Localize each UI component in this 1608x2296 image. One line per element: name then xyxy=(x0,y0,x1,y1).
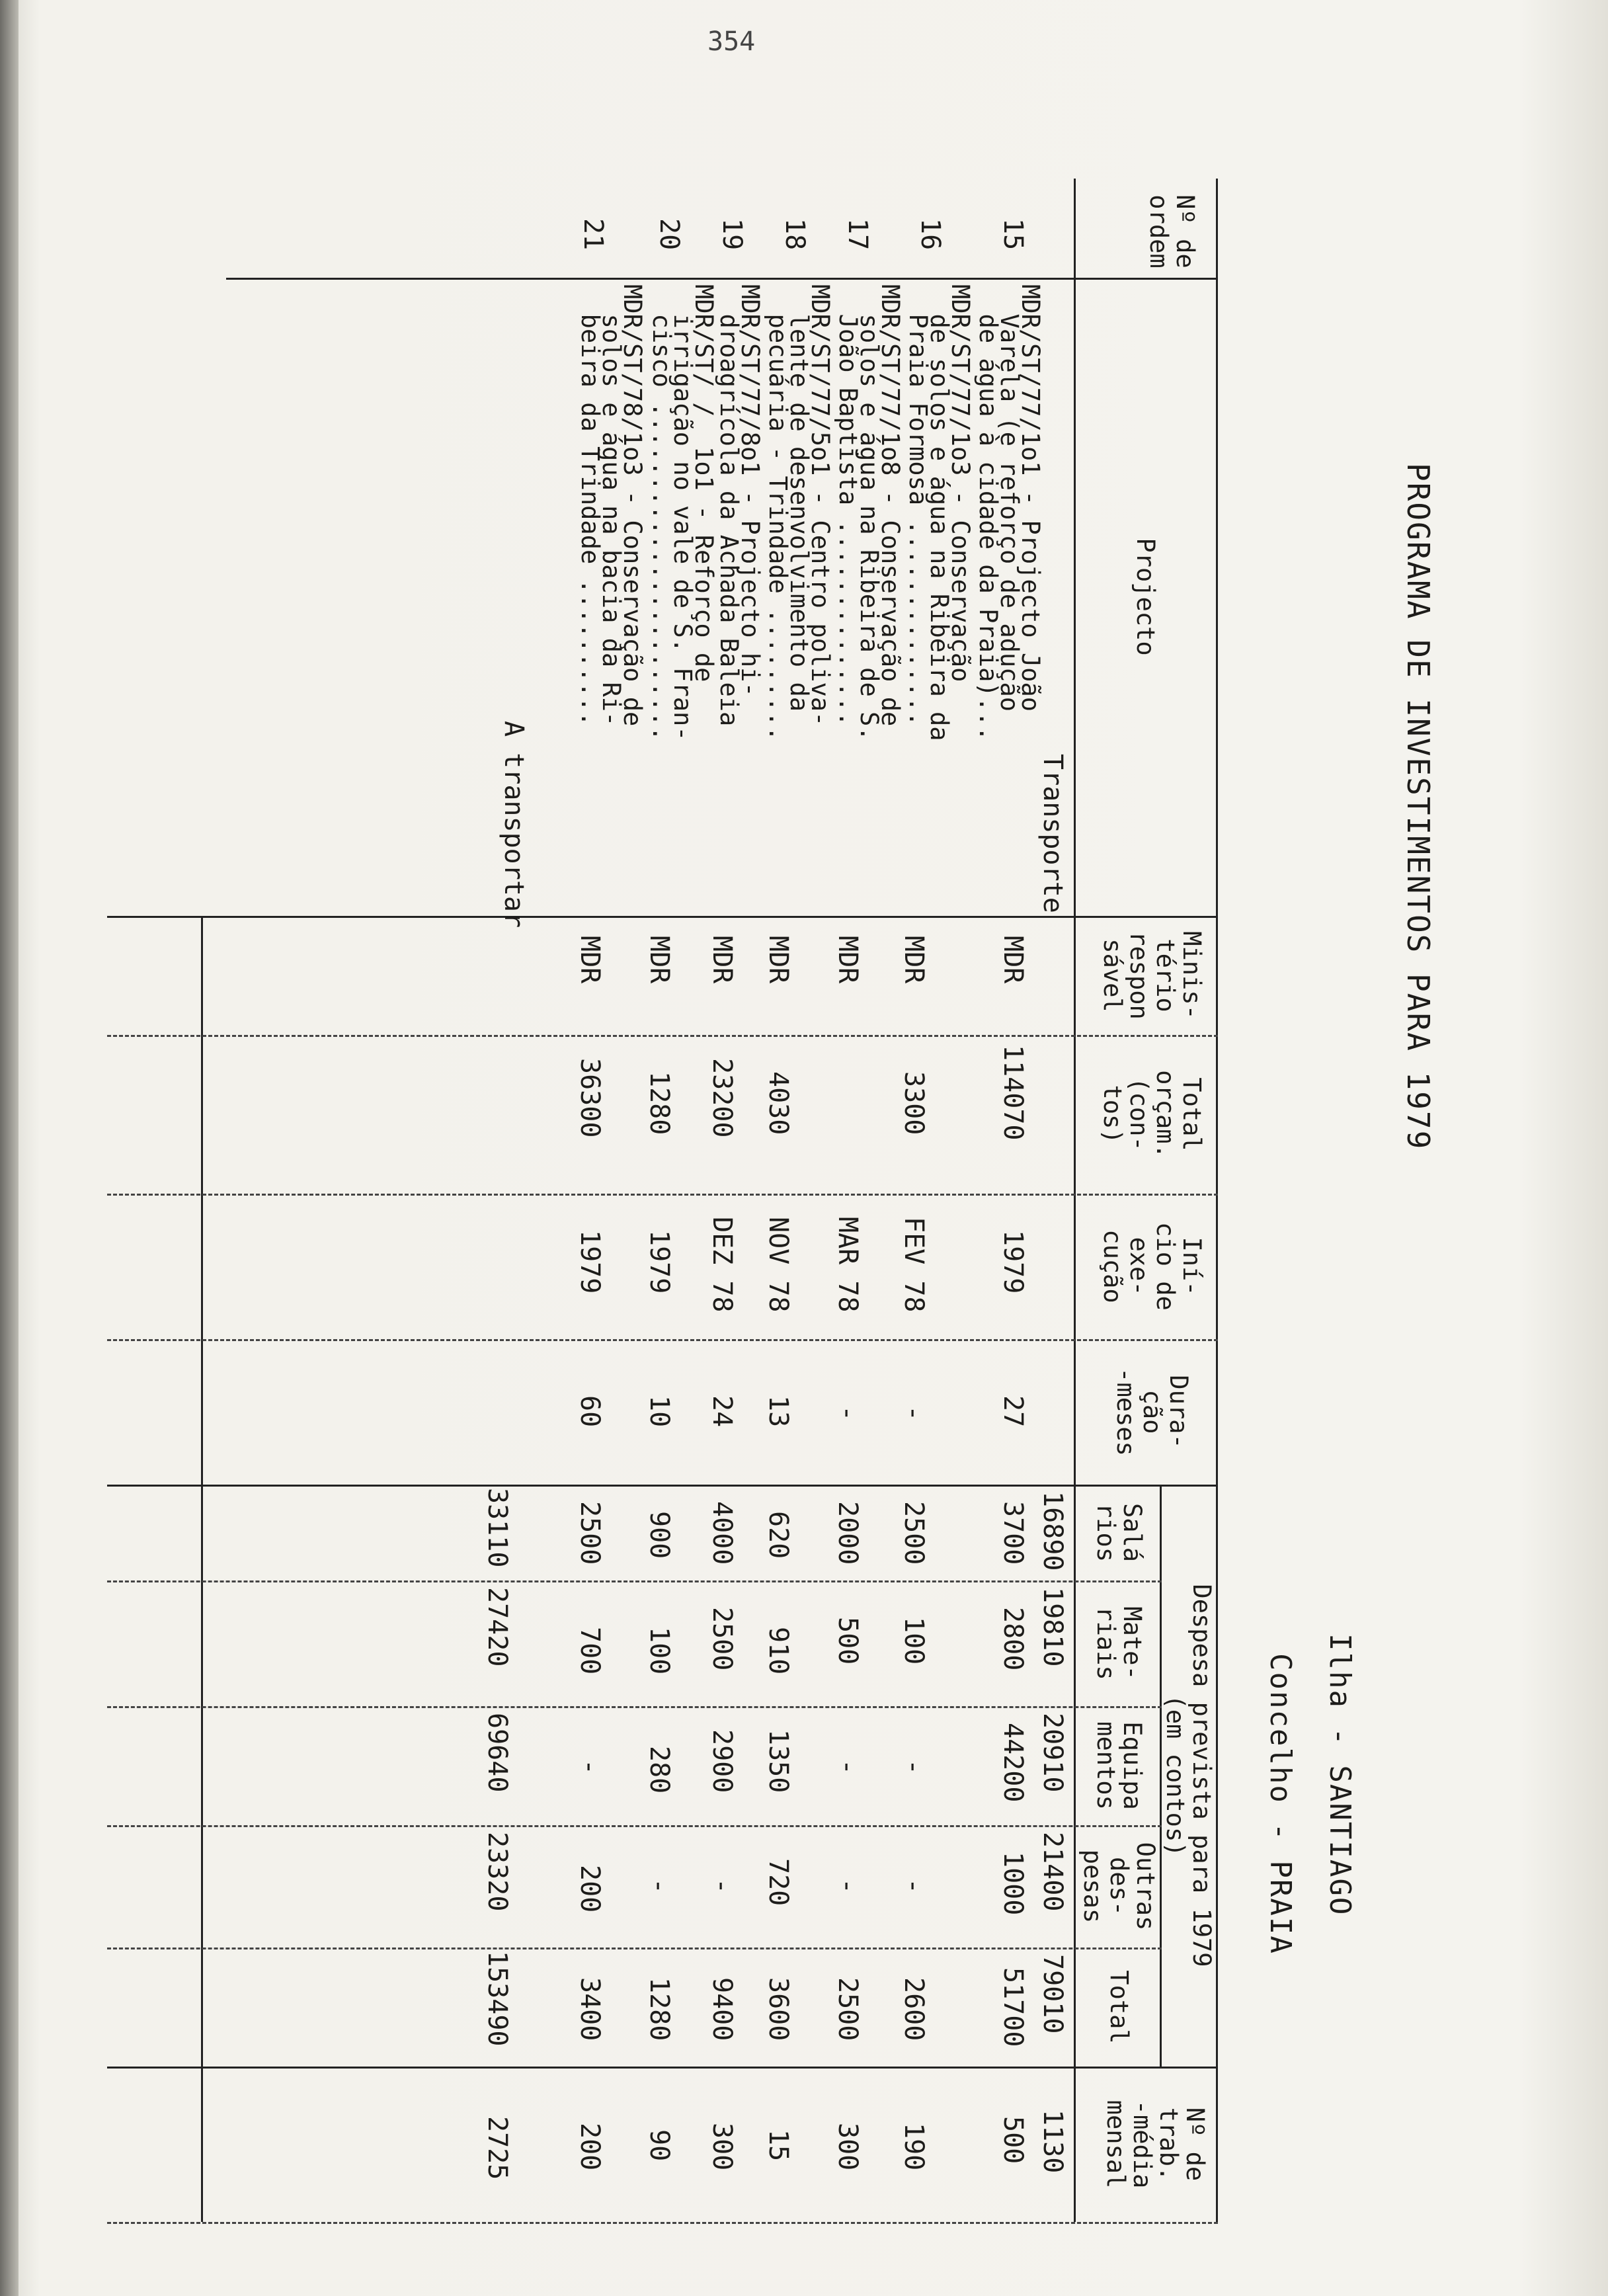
document-title: PROGRAMA DE INVESTIMENTOS PARA 1979 xyxy=(1400,463,1436,1151)
header-inicio: Iní- cio de exe- cução xyxy=(1098,1222,1206,1311)
col-rule-ordem xyxy=(226,278,1218,280)
col-rule-salarios xyxy=(107,1580,1162,1582)
table-top-rule xyxy=(1216,179,1218,2222)
transporte-equipamentos: 20910 xyxy=(1037,1713,1068,1793)
row-18-outras: 720 xyxy=(763,1858,793,1906)
row-20-ministerio: MDR xyxy=(644,936,674,984)
row-18-trab: 15 xyxy=(763,2129,793,2162)
row-18-projecto: MDR/ST/77/5o1 - Centro poliva- lente de desenvolvimento da pecuária - Trindade ......... xyxy=(764,284,834,741)
ilha-label: Ilha - SANTIAGO xyxy=(1323,1633,1357,1916)
row-15-ministerio: MDR xyxy=(998,936,1028,984)
row-19-n: 19 xyxy=(717,218,747,251)
row-21-total-orcam: 36300 xyxy=(575,1058,605,1138)
col-rule-outras xyxy=(107,1948,1162,1949)
row-15-duracao: 27 xyxy=(998,1395,1028,1428)
row-20-trab: 90 xyxy=(644,2129,674,2162)
row-16-materiais: 100 xyxy=(899,1617,929,1665)
row-16-ministerio: MDR xyxy=(899,936,929,984)
header-ordem: Nº de ordem xyxy=(1145,194,1199,268)
row-15-salarios: 3700 xyxy=(998,1501,1028,1565)
row-17-projecto: MDR/ST/77/1o8 - Conservação de solos e água na Ribeira de S. João Baptista .............. xyxy=(834,284,904,741)
row-20-outras: - xyxy=(644,1878,674,1895)
row-16-total: 2600 xyxy=(899,1977,929,2041)
col-rule-right xyxy=(107,2222,1218,2224)
a-transportar-rule xyxy=(201,916,203,2222)
row-16-total-orcam: 3300 xyxy=(899,1071,929,1135)
header-projecto: Projecto xyxy=(1131,538,1160,656)
col-rule-total xyxy=(107,2067,1218,2069)
transporte-materiais: 19810 xyxy=(1037,1587,1068,1667)
row-15-inicio: 1979 xyxy=(998,1230,1028,1294)
header-outras: Outras des- pesas xyxy=(1078,1842,1160,1931)
row-21-duracao: 60 xyxy=(575,1395,605,1428)
header-total: Total xyxy=(1105,1970,1133,2044)
page-number: 354 xyxy=(707,26,756,57)
row-19-total-orcam: 23200 xyxy=(707,1058,737,1138)
header-bottom-rule xyxy=(1074,179,1076,2222)
a-transportar-label: A transportar xyxy=(499,721,529,928)
a-transportar-salarios: 33110 xyxy=(482,1488,512,1568)
row-18-n: 18 xyxy=(780,218,810,251)
row-19-outras: - xyxy=(707,1878,737,1895)
a-transportar-trab: 2725 xyxy=(482,2116,512,2180)
header-trab: Nº de trab. -média mensal xyxy=(1102,2100,1209,2189)
row-17-salarios: 2000 xyxy=(832,1501,863,1565)
row-20-total-orcam: 1280 xyxy=(644,1071,674,1135)
row-17-inicio: MAR 78 xyxy=(832,1217,863,1313)
header-ministerio: Minis- tério respon sável xyxy=(1098,931,1206,1020)
row-17-ministerio: MDR xyxy=(832,936,863,984)
row-18-materiais: 910 xyxy=(763,1627,793,1675)
row-19-duracao: 24 xyxy=(707,1395,737,1428)
row-20-inicio: 1979 xyxy=(644,1230,674,1294)
row-16-duracao: - xyxy=(899,1405,929,1422)
header-total-orcam: Total orçam. (con- tos) xyxy=(1098,1070,1206,1159)
row-19-trab: 300 xyxy=(707,2123,737,2171)
row-20-materiais: 100 xyxy=(644,1627,674,1675)
row-20-n: 20 xyxy=(654,218,684,251)
row-15-n: 15 xyxy=(998,218,1028,251)
transporte-salarios: 16890 xyxy=(1037,1491,1068,1571)
row-17-total: 2500 xyxy=(832,1977,863,2041)
row-21-trab: 200 xyxy=(575,2123,605,2171)
header-despesa: Despesa prevista para 1979 (em contos) xyxy=(1161,1584,1216,1967)
row-16-inicio: FEV 78 xyxy=(899,1217,929,1313)
row-19-inicio: DEZ 78 xyxy=(707,1217,737,1313)
row-18-total-orcam: 4030 xyxy=(763,1071,793,1135)
header-equipamentos: Equipa mentos xyxy=(1092,1721,1146,1810)
row-21-projecto: MDR/ST/78/1o3 - Conservação de solos e água na bacia da Ri- beira da Trindade .......... xyxy=(576,284,647,727)
col-rule-projecto xyxy=(107,916,1218,918)
row-19-salarios: 4000 xyxy=(707,1501,737,1565)
row-15-total-orcam: 114070 xyxy=(998,1045,1028,1141)
row-21-outras: 200 xyxy=(575,1865,605,1913)
row-19-ministerio: MDR xyxy=(707,936,737,984)
row-16-equipamentos: - xyxy=(899,1759,929,1776)
row-18-duracao: 13 xyxy=(763,1395,793,1428)
header-duracao: Dura- ção -meses xyxy=(1111,1368,1193,1456)
row-17-equipamentos: - xyxy=(832,1759,863,1776)
row-21-inicio: 1979 xyxy=(575,1230,605,1294)
row-16-salarios: 2500 xyxy=(899,1501,929,1565)
row-21-n: 21 xyxy=(578,218,608,251)
row-17-n: 17 xyxy=(842,218,873,251)
transporte-total: 79010 xyxy=(1037,1954,1068,2034)
row-15-equipamentos: 44200 xyxy=(998,1723,1028,1803)
transporte-outras: 21400 xyxy=(1037,1832,1068,1912)
col-rule-materiais xyxy=(107,1706,1162,1708)
row-18-total: 3600 xyxy=(763,1977,793,2041)
row-17-trab: 300 xyxy=(832,2123,863,2171)
row-16-trab: 190 xyxy=(899,2123,929,2171)
transporte-trab: 1130 xyxy=(1037,2110,1068,2174)
row-15-materiais: 2800 xyxy=(998,1607,1028,1671)
header-materiais: Mate- riais xyxy=(1092,1606,1146,1680)
row-21-total: 3400 xyxy=(575,1977,605,2041)
row-21-materiais: 700 xyxy=(575,1627,605,1675)
row-18-inicio: NOV 78 xyxy=(763,1217,793,1313)
row-20-projecto: MDR/ST/ / 1o1 - Reforço de irrigação no vale de S. Fran- cisco ....................... xyxy=(647,284,718,741)
row-18-ministerio: MDR xyxy=(763,936,793,984)
row-17-materiais: 500 xyxy=(832,1617,863,1665)
row-21-salarios: 2500 xyxy=(575,1501,605,1565)
a-transportar-outras: 23320 xyxy=(482,1832,512,1912)
row-15-trab: 500 xyxy=(998,2116,1028,2164)
row-16-projecto: MDR/ST/77/1o3 - Conservação de solos e água na Ribeira da Praia Formosa .............. xyxy=(904,284,975,741)
row-20-total: 1280 xyxy=(644,1977,674,2041)
row-20-equipamentos: 280 xyxy=(644,1746,674,1794)
a-transportar-equipamentos: 69640 xyxy=(482,1713,512,1793)
row-16-outras: - xyxy=(899,1878,929,1895)
row-20-salarios: 900 xyxy=(644,1511,674,1559)
a-transportar-materiais: 27420 xyxy=(482,1587,512,1667)
row-18-equipamentos: 1350 xyxy=(763,1729,793,1793)
a-transportar-total: 153490 xyxy=(482,1951,512,2047)
concelho-label: Concelho - PRAIA xyxy=(1264,1653,1297,1955)
col-rule-ministerio xyxy=(107,1035,1218,1037)
transporte-label: Transporte xyxy=(1037,754,1068,913)
row-19-equipamentos: 2900 xyxy=(707,1729,737,1793)
row-15-outras: 1000 xyxy=(998,1852,1028,1916)
row-17-outras: - xyxy=(832,1878,863,1895)
row-21-equipamentos: - xyxy=(575,1759,605,1776)
row-16-n: 16 xyxy=(915,218,945,251)
col-rule-duracao xyxy=(107,1485,1218,1487)
row-21-ministerio: MDR xyxy=(575,936,605,984)
row-20-duracao: 10 xyxy=(644,1395,674,1428)
row-19-materiais: 2500 xyxy=(707,1607,737,1671)
col-rule-equipamentos xyxy=(107,1825,1162,1827)
header-salarios: Salá rios xyxy=(1092,1502,1146,1563)
row-18-salarios: 620 xyxy=(763,1511,793,1559)
row-15-projecto: MDR/ST/77/1o1 - Projecto João Varela (e reforço de adução de água à cidade da Praia)... xyxy=(974,284,1045,741)
row-17-duracao: - xyxy=(832,1405,863,1422)
row-19-total: 9400 xyxy=(707,1977,737,2041)
row-19-projecto: MDR/ST/77/8o1 - Projecto hi- droagrícola da Achada Baleia xyxy=(715,284,764,727)
col-rule-inicio xyxy=(107,1339,1218,1341)
row-15-total: 51700 xyxy=(998,1967,1028,2047)
col-rule-total-orcam xyxy=(107,1194,1218,1196)
